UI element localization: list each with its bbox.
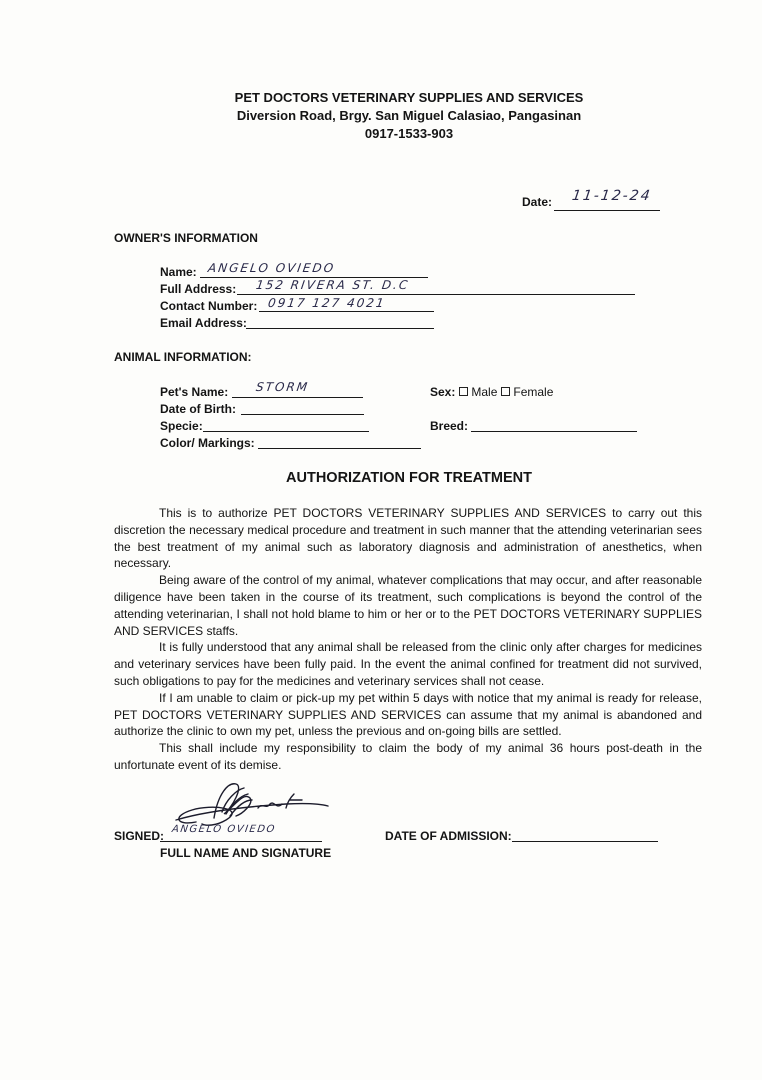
admission-date-label: DATE OF ADMISSION: [385,829,512,843]
pet-name-value: STORM [255,380,311,394]
authorization-paragraph-5: This shall include my responsibility to claim the body of my animal 36 hours post-death in the unfortunate event of its demise. [114,741,702,772]
owner-contact-label: Contact Number: [160,299,258,313]
color-line [258,448,421,449]
company-name: PET DOCTORS VETERINARY SUPPLIES AND SERVICES [234,90,584,105]
company-phone: 0917-1533-903 [364,126,454,141]
authorization-paragraph-4: If I am unable to claim or pick-up my pet within 5 days with notice that my animal is ready for release, PET DOCTORS VETERINARY SUPPLIES AND SERVICES can assume that my animal is abandoned and authorize the clinic to own my pet, unless the previous and on-going bills are settled. [114,690,702,739]
pet-name-line [232,397,363,398]
owner-section-title: OWNER'S INFORMATION [114,231,258,245]
date-label: Date: [522,195,553,209]
owner-contact-value: 0917 127 4021 [267,296,387,310]
female-option-label: Female [513,385,554,399]
authorization-paragraph-3: It is fully understood that any animal shall be released from the clinic only after charges for medicines and veterinary services have been fully paid. In the event the animal confined for treatment did not survived, such obligations to pay for the medicines and veterinary services shall not cease. [114,640,702,688]
pet-name-label: Pet's Name: [160,385,229,399]
female-checkbox[interactable] [501,387,510,396]
owner-email-line [246,328,434,329]
dob-line [241,414,364,415]
authorization-body [114,505,702,774]
male-checkbox[interactable] [459,387,468,396]
owner-email-label: Email Address: [160,316,247,330]
signed-line [160,841,322,842]
owner-contact-line [259,311,434,312]
animal-section-title: ANIMAL INFORMATION: [114,350,252,364]
company-address: Diversion Road, Brgy. San Miguel Calasiao, Pangasinan [236,108,582,123]
admission-date-line [512,841,658,842]
owner-address-value: 152 RIVERA ST. D.C [255,278,411,292]
sex-label: Sex: [430,385,456,399]
owner-address-label: Full Address: [160,282,237,296]
male-option-label: Male [471,385,498,399]
authorization-paragraph-1: This is to authorize PET DOCTORS VETERINARY SUPPLIES AND SERVICES to carry out this discretion the necessary medical procedure and treatment in such manner that the attending veterinarian sees the best treatment of my animal such as laboratory diagnosis and administration of anesthetics, when necessary. [114,506,702,571]
owner-address-line [237,294,635,295]
dob-label: Date of Birth: [160,402,236,416]
breed-label: Breed: [430,419,469,433]
specie-line [203,431,369,432]
date-value: 11-12-24 [570,188,653,204]
owner-name-value: ANGELO OVIEDO [207,261,337,275]
signature-caption: FULL NAME AND SIGNATURE [160,846,332,860]
authorization-title: AUTHORIZATION FOR TREATMENT [286,470,532,486]
specie-label: Specie: [160,419,203,433]
breed-line [471,431,637,432]
date-line [554,210,660,211]
sex-field [430,385,553,399]
signed-label: SIGNED: [114,829,165,843]
authorization-paragraph-2: Being aware of the control of my animal, whatever complications that may occur, and after reasonable diligence have been taken in the course of its treatment, such complications is beyond the control of the attending veterinarian, I shall not hold blame to him or her or to the PET DOCTORS VETERINARY SUPPLIES AND SERVICES staffs. [114,573,702,638]
color-label: Color/ Markings: [160,436,255,450]
signed-name-value: ANGELO OVIEDO [171,824,277,835]
owner-name-label: Name: [160,265,197,279]
